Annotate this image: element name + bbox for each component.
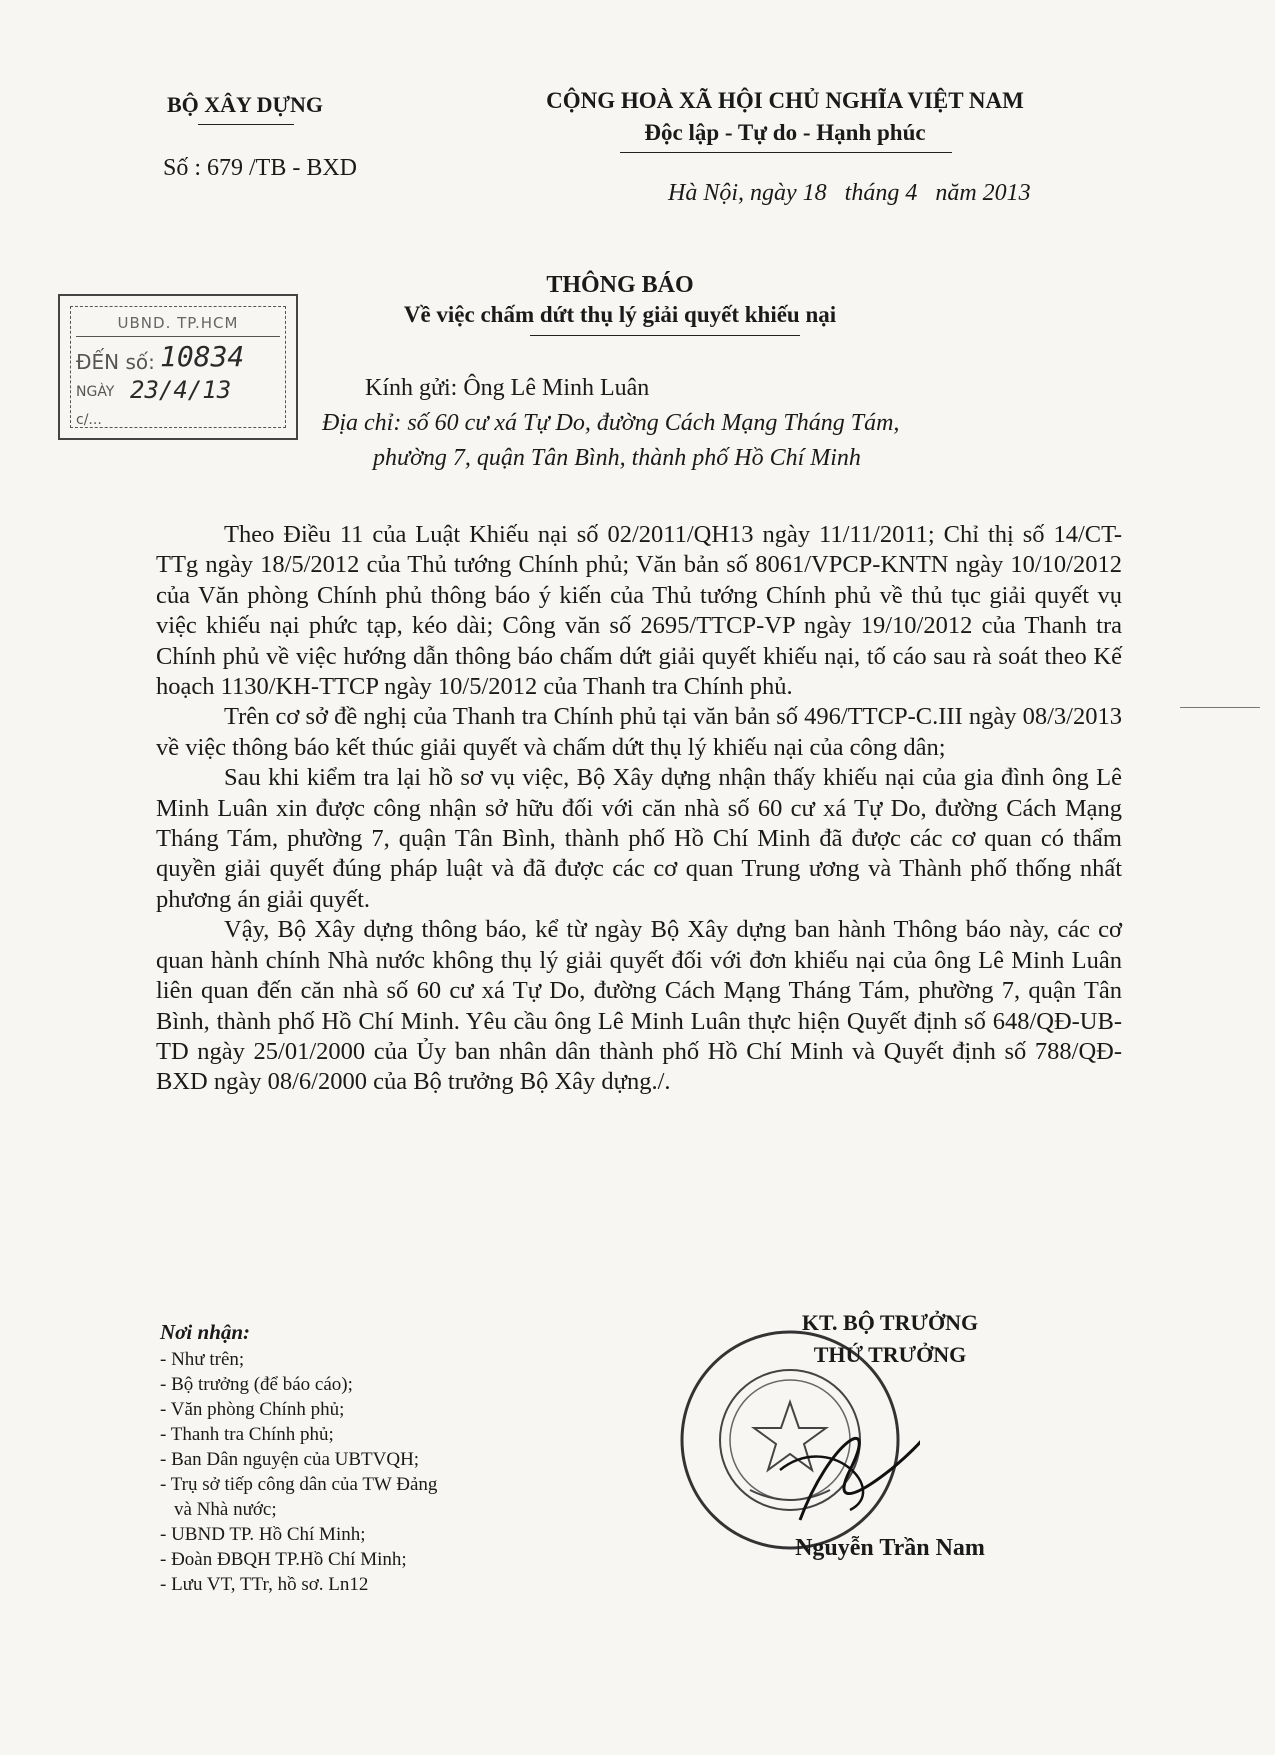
recipient-address-line2: phường 7, quận Tân Bình, thành phố Hồ Chí Minh [373, 445, 861, 471]
stamp-number-label: ĐẾN số: [76, 350, 155, 374]
body-paragraph: Vậy, Bộ Xây dựng thông báo, kể từ ngày Bộ Xây dựng ban hành Thông báo này, các cơ quan hành chính Nhà nước không thụ lý giải quyết đối với đơn khiếu nại của ông Lê Minh Luân liên quan đến căn nhà số 60 cư xá Tự Do, đường Cách Mạng Tháng Tám, phường 7, quận Tân Bình, thành phố Hồ Chí Minh. Yêu cầu ông Lê Minh Luân thực hiện Quyết định số 648/QĐ-UB-TD ngày 25/01/2000 của Ủy ban nhân dân thành phố Hồ Chí Minh và Quyết định số 788/QĐ-BXD ngày 08/6/2000 của Bộ trưởng Bộ Xây dựng./. [156, 916, 1122, 1096]
notice-body [156, 520, 1122, 1098]
distribution-item: - Thanh tra Chính phủ; [160, 1424, 334, 1445]
issue-dateline: Hà Nội, ngày 18 tháng 4 năm 2013 [668, 180, 1031, 206]
stamp-handwritten-number: 10834 [160, 340, 245, 373]
motto-underline [620, 152, 952, 153]
stamp-divider [76, 336, 280, 337]
national-title: CỘNG HOÀ XÃ HỘI CHỦ NGHĨA VIỆT NAM [546, 88, 1024, 113]
subject-underline [530, 335, 800, 336]
document-number: Số : 679 /TB - BXD [163, 155, 358, 181]
distribution-item: - Ban Dân nguyện của UBTVQH; [160, 1449, 420, 1470]
distribution-item: - UBND TP. Hồ Chí Minh; [160, 1524, 366, 1545]
distribution-item: - Trụ sở tiếp công dân của TW Đảng [160, 1474, 438, 1495]
signer-name: Nguyễn Trần Nam [795, 1535, 985, 1561]
margin-mark [1180, 707, 1260, 708]
national-motto: Độc lập - Tự do - Hạnh phúc [644, 120, 926, 145]
notice-subject: Về việc chấm dứt thụ lý giải quyết khiếu nại [403, 302, 837, 327]
received-stamp [58, 294, 298, 440]
distribution-item: - Như trên; [160, 1349, 245, 1370]
stamp-transfer-label: c/... [76, 412, 102, 428]
ministry-underline [198, 124, 294, 125]
distribution-item: - Lưu VT, TTr, hồ sơ. Ln12 [160, 1574, 369, 1595]
body-paragraph: Theo Điều 11 của Luật Khiếu nại số 02/2011/QH13 ngày 11/11/2011; Chỉ thị số 14/CT-TTg ngày 18/5/2012 của Thủ tướng Chính phủ; Văn bản số 8061/VPCP-KNTN ngày 10/10/2012 của Văn phòng Chính phủ thông báo ý kiến của Thủ tướng Chính phủ về thủ tục giải quyết vụ việc khiếu nại phức tạp, kéo dài; Công văn số 2695/TTCP-VP ngày 19/10/2012 của Thanh tra Chính phủ về việc hướng dẫn thông báo chấm dứt giải quyết khiếu nại, tố cáo sau rà soát theo Kế hoạch 1130/KH-TTCP ngày 10/5/2012 của Thanh tra Chính phủ. [156, 521, 1122, 701]
notice-title: THÔNG BÁO [546, 272, 694, 298]
distribution-item: - Đoàn ĐBQH TP.Hồ Chí Minh; [160, 1549, 407, 1570]
body-paragraph: Sau khi kiểm tra lại hồ sơ vụ việc, Bộ Xây dựng nhận thấy khiếu nại của gia đình ông Lê Minh Luân xin được công nhận sở hữu đối với căn nhà số 60 cư xá Tự Do, đường Cách Mạng Tháng Tám, phường 7, quận Tân Bình, thành phố Hồ Chí Minh đã được các cơ quan có thẩm quyền giải quyết đúng pháp luật và đã được các cơ quan Trung ương và Thành phố thống nhất phương án giải quyết. [156, 764, 1122, 913]
salutation: Kính gửi: Ông Lê Minh Luân [365, 375, 650, 401]
distribution-heading: Nơi nhận: [160, 1320, 251, 1344]
distribution-item: - Văn phòng Chính phủ; [160, 1399, 345, 1420]
distribution-item: - Bộ trưởng (để báo cáo); [160, 1374, 353, 1395]
body-paragraph: Trên cơ sở đề nghị của Thanh tra Chính phủ tại văn bản số 496/TTCP-C.III ngày 08/3/2013 về việc thông báo kết thúc giải quyết và chấm dứt thụ lý khiếu nại của công dân; [156, 703, 1122, 761]
stamp-date-label: NGÀY [76, 384, 115, 400]
signer-authority: KT. BỘ TRƯỞNG [801, 1310, 979, 1335]
stamp-handwritten-date: 23/4/13 [130, 376, 232, 404]
signer-position: THỨ TRƯỞNG [813, 1342, 967, 1367]
recipient-address-line1: Địa chỉ: số 60 cư xá Tự Do, đường Cách Mạng Tháng Tám, [322, 410, 900, 436]
distribution-list [160, 1320, 580, 1597]
stamp-organization: UBND. TP.HCM [117, 314, 239, 332]
distribution-item: và Nhà nước; [174, 1499, 277, 1520]
issuing-ministry: BỘ XÂY DỰNG [166, 92, 324, 117]
